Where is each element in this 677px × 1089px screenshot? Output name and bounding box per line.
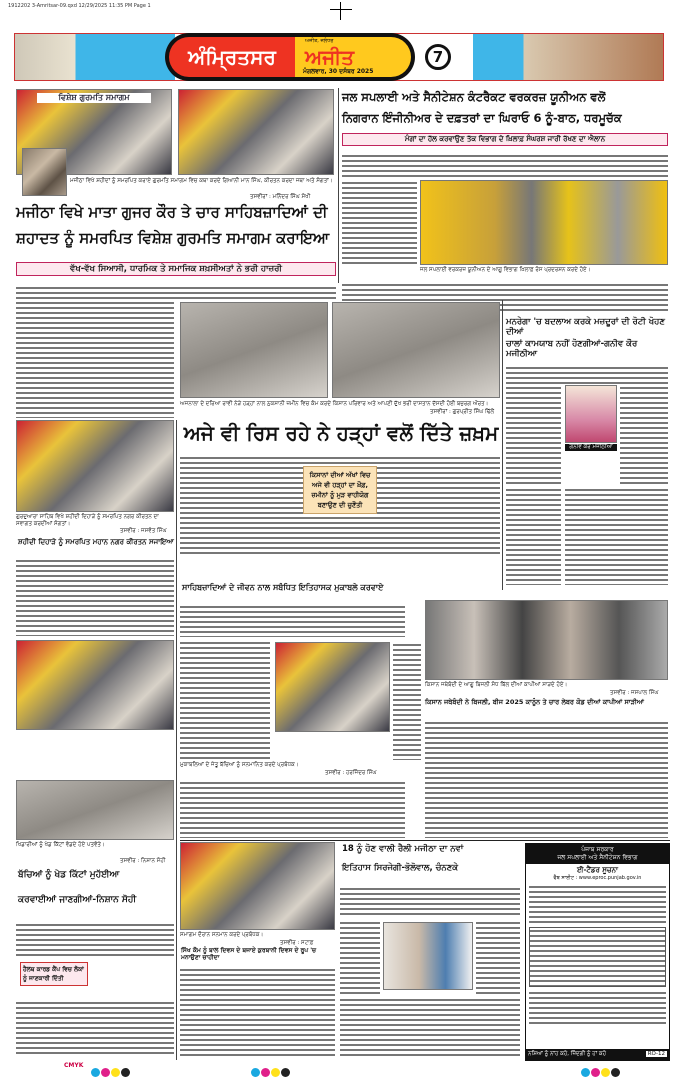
- yellow-dot: [111, 1068, 120, 1077]
- magenta-dot: [261, 1068, 270, 1077]
- story4-body: [620, 385, 668, 485]
- ad-header-line: ਜਲ ਸਪਲਾਈ ਅਤੇ ਸੈਨੀਟੇਸ਼ਨ ਵਿਭਾਗ: [557, 854, 638, 861]
- story8-box: ਹੈਲਥ ਕਾਰਡ ਕੈਂਪ ਵਿਚ ਲੋਕਾਂ ਨੂੰ ਜਾਣਕਾਰੀ ਦਿੱਤੀ: [20, 962, 88, 986]
- story6-credit: ਤਸਵੀਰ : ਹਰਜਿੰਦਰ ਸਿੰਘ: [325, 770, 377, 776]
- yellow-dot: [271, 1068, 280, 1077]
- story6-headline: ਸਾਹਿਬਜ਼ਾਦਿਆਂ ਦੇ ਜੀਵਨ ਨਾਲ ਸਬੰਧਿਤ ਇਤਿਹਾਸਕ ਮੁਕਾਬਲੇ ਕਰਵਾਏ: [182, 583, 384, 592]
- story9-body: [180, 967, 335, 1057]
- story6-body: [180, 780, 405, 838]
- black-dot: [281, 1068, 290, 1077]
- nagar-kirtan-photo: [16, 420, 174, 512]
- color-bar: [16, 1062, 666, 1072]
- cyan-dot: [251, 1068, 260, 1077]
- story8-body: [16, 1000, 174, 1057]
- leaders-photo: [383, 922, 473, 990]
- story6-caption: ਮੁਕਾਬਲਿਆਂ ਦੇ ਜੇਤੂ ਬੱਚਿਆਂ ਨੂੰ ਸਨਮਾਨਿਤ ਕਰਦੇ ਪ੍ਰਬੰਧਕ।: [180, 762, 299, 768]
- masthead-logo: [295, 33, 415, 81]
- story10-headline-2: ਇਤਿਹਾਸ ਸਿਰਜੇਗੀ-ਭੋਲੋਵਾਲ, ਚੰਨਣਕੇ: [342, 863, 459, 873]
- ganiv-kaur-photo: [565, 385, 617, 443]
- column-rule: [176, 420, 177, 1060]
- ad-body: [529, 990, 666, 1024]
- photo-label: ਗਨੀਵ ਕੌਰ ਮਜੀਠੀਆ: [565, 444, 617, 451]
- story8-headline-2: ਕਰਵਾਈਆਂ ਜਾਣਗੀਆਂ-ਨਿਸ਼ਾਨ ਸੋਹੀ: [18, 895, 137, 905]
- temple-photo: [473, 34, 663, 80]
- sports-ground-photo: [16, 780, 174, 840]
- registration-mark: [340, 2, 341, 20]
- print-slug: 1912202 3-Amritsar-09.qxd 12/29/2025 11:35 PM Page 1: [8, 3, 151, 9]
- ad-footer: [526, 1049, 669, 1060]
- story8-caption: ਖਿਡਾਰੀਆਂ ਨੂੰ ਖੇਡ ਕਿੱਟਾਂ ਵੰਡਦੇ ਹੋਏ ਪਤਵੰਤੇ।: [16, 842, 105, 848]
- story1-headline-1: ਮਜੀਠਾ ਵਿਖੇ ਮਾਤਾ ਗੁਜਰ ਕੌਰ ਤੇ ਚਾਰ ਸਾਹਿਬਜ਼ਾਦਿਆਂ ਦੀ: [16, 203, 328, 221]
- magenta-dot: [101, 1068, 110, 1077]
- ad-body: [529, 884, 666, 924]
- magenta-dot: [591, 1068, 600, 1077]
- story3-credit: ਤਸਵੀਰਾਂ : ਗੁਰਪ੍ਰੀਤ ਸਿੰਘ ਢਿੱਲੋਂ: [430, 409, 495, 415]
- story5-headline: ਸ਼ਹੀਦੀ ਦਿਹਾੜੇ ਨੂੰ ਸਮਰਪਿਤ ਮਹਾਨ ਨਗਰ ਕੀਰਤਨ ਸਜਾਇਆ: [18, 538, 174, 546]
- edition: ਅਜੀਤ, ਜਲੰਧਰ: [305, 38, 334, 44]
- story9-headline: ਸਿੱਖ ਕੌਮ ਨੂੰ ਬਾਲ ਦਿਵਸ ਦੇ ਬਜਾਏ ਕੁਰਬਾਨੀ ਦਿਵਸ ਦੇ ਰੂਪ 'ਚ ਮਨਾਉਣਾ ਚਾਹੀਦਾ: [181, 947, 317, 961]
- issue-date: ਮੰਗਲਵਾਰ, 30 ਦਸੰਬਰ 2025: [303, 68, 374, 75]
- black-dot: [121, 1068, 130, 1077]
- story5-caption: ਗੁਰਦੁਆਰਾ ਸਾਹਿਬ ਵਿਖੇ ਸ਼ਹੀਦੀ ਦਿਹਾੜੇ ਨੂੰ ਸਮਰਪਿਤ ਨਗਰ ਕੀਰਤਨ ਦਾ ਸਵਾਗਤ ਕਰਦੀਆਂ ਸੰਗਤਾਂ।: [16, 514, 159, 527]
- cmyk-label: CMYK: [64, 1062, 84, 1069]
- story2-headline-1: ਜਲ ਸਪਲਾਈ ਅਤੇ ਸੈਨੀਟੇਸ਼ਨ ਕੰਟਰੈਕਟ ਵਰਕਰਜ਼ ਯੂਨੀਅਨ ਵਲੋਂ: [342, 90, 606, 104]
- story8-credit: ਤਸਵੀਰ : ਨਿਸ਼ਾਨ ਸੋਹੀ: [120, 858, 166, 864]
- story1-headline-2: ਸ਼ਹਾਦਤ ਨੂੰ ਸਮਰਪਿਤ ਵਿਸ਼ੇਸ਼ ਗੁਰਮਤਿ ਸਮਾਗਮ ਕਰਾਇਆ: [16, 229, 330, 247]
- story4-body: [565, 487, 668, 585]
- story1-credit: ਤਸਵੀਰਾਂ : ਮਨਿੰਦਰ ਸਿੰਘ ਸੋਖੀ: [250, 194, 311, 200]
- story1-body: [16, 300, 174, 418]
- masthead-city: ਅੰਮ੍ਰਿਤਸਰ: [165, 33, 295, 81]
- yellow-dot: [601, 1068, 610, 1077]
- ceremony-photo: [180, 842, 335, 930]
- black-dot: [611, 1068, 620, 1077]
- story3-headline: ਅਜੇ ਵੀ ਰਿਸ ਰਹੇ ਨੇ ਹੜ੍ਹਾਂ ਵਲੋਂ ਦਿੱਤੇ ਜ਼ਖ਼ਮ: [183, 421, 499, 445]
- story4-headline-2: ਚਾਲਾਂ ਕਾਮਯਾਬ ਨਹੀਂ ਹੋਣਗੀਆਂ-ਗਨੀਵ ਕੌਰ ਮਜੀਠੀਆ: [506, 339, 638, 359]
- cyan-dot: [91, 1068, 100, 1077]
- story1-subhead: ਵੱਖ-ਵੱਖ ਸਿਆਸੀ, ਧਾਰਮਿਕ ਤੇ ਸਮਾਜਿਕ ਸ਼ਖ਼ਸੀਅਤਾਂ ਨੇ ਭਰੀ ਹਾਜ਼ਰੀ: [16, 262, 336, 276]
- column-rule: [338, 88, 339, 283]
- story2-headline-2: ਨਿਗਰਾਨ ਇੰਜੀਨੀਅਰ ਦੇ ਦਫ਼ਤਰਾਂ ਦਾ ਘਿਰਾਓ 6 ਨੂੰ-ਬਾਠ, ਧਰਮੂਚੱਕ: [342, 111, 622, 125]
- ad-header: [526, 844, 669, 864]
- story4-body: [506, 385, 561, 485]
- color-dots: [251, 1062, 291, 1081]
- story6-body: [180, 640, 270, 760]
- story10-headline-1: 18 ਨੂੰ ਹੋਣ ਵਾਲੀ ਰੈਲੀ ਮਜੀਠਾ ਦਾ ਨਵਾਂ: [342, 844, 464, 854]
- story10-body: [340, 920, 380, 995]
- story7-headline: ਕਿਸਾਨ ਜਥੇਬੰਦੀ ਨੇ ਬਿਜਲੀ, ਬੀਜ 2025 ਕਾਨੂੰਨ ਤੇ ਚਾਰ ਲੇਬਰ ਕੋਡ ਦੀਆਂ ਕਾਪੀਆਂ ਸਾੜੀਆਂ: [425, 698, 645, 706]
- story1-caption: ਮਜੀਠਾ ਵਿਖੇ ਸ਼ਹੀਦਾਂ ਨੂੰ ਸਮਰਪਿਤ ਕਰਾਏ ਗੁਰਮਤਿ ਸਮਾਗਮ ਵਿਚ ਕਥਾ ਕਰਦੇ ਗਿਆਨੀ ਮਾਨ ਸਿੰਘ, ਕੀਰਤਨ ਕਰਦਾ ਜਥਾ ਅਤੇ ਸੰਗਤਾਂ।: [70, 178, 333, 184]
- story3-caption: ਅਜਨਾਲਾ ਦੇ ਦਰਿਆ ਰਾਵੀ ਨੇੜੇ ਹੜ੍ਹਾਂ ਨਾਲ ਨੁਕਸਾਨੀ ਜ਼ਮੀਨ ਵਿਚ ਕੰਮ ਕਰਦੇ ਕਿਸਾਨ ਪਰਿਵਾਰ ਅਤੇ ਆਪਣੀ ਦੁੱਖ ਭਰੀ ਦਾਸਤਾਨ ਦੱਸਦੀ ਹੋਈ ਬਜ਼ੁਰਗ ਔਰਤ।: [180, 401, 489, 407]
- story5-body: [16, 558, 174, 636]
- story4-body: [506, 365, 668, 385]
- story9-credit: ਤਸਵੀਰ : ਸਟਾਫ਼: [280, 940, 314, 946]
- prize-ceremony-photo: [275, 642, 390, 732]
- story2-body: [342, 153, 668, 179]
- kit-distribution-photo: [16, 640, 174, 730]
- speaker-portrait: [22, 148, 67, 196]
- story8-body: [16, 922, 174, 957]
- story8-headline-1: ਬੱਚਿਆਂ ਨੂੰ ਖੇਡ ਕਿੱਟਾਂ ਮੁਹੱਈਆ: [18, 870, 120, 880]
- sangat-photo: [178, 89, 334, 175]
- banner-text: ਵਿਸ਼ੇਸ਼ ਗੁਰਮਤਿ ਸਮਾਗਮ: [37, 93, 151, 103]
- story7-credit: ਤਸਵੀਰ : ਜਸਪਾਲ ਸਿੰਘ: [610, 690, 659, 696]
- color-dots: [581, 1062, 621, 1081]
- story10-body: [476, 920, 520, 995]
- story3-pullquote: ਕਿਸਾਨਾਂ ਦੀਆਂ ਅੱਖਾਂ ਵਿਚ ਅਜੇ ਵੀ ਹੜ੍ਹਾਂ ਦਾ ਖ਼ੌਫ਼, ਜ਼ਮੀਨਾਂ ਨੂੰ ਮੁੜ ਵਾਹੀਯੋਗ ਬਣਾਉਣ ਦੀ ਚੁਣੌਤੀ: [303, 466, 377, 514]
- ad-footer-text: ਨਸ਼ਿਆਂ ਨੂੰ ਨਾਂਹ ਕਹੋ, ਜ਼ਿੰਦਗੀ ਨੂੰ ਹਾਂ ਕਹੋ: [528, 1051, 607, 1057]
- story5-credit: ਤਸਵੀਰ : ਜਸਵੰਤ ਸਿੰਘ: [120, 528, 167, 534]
- color-dots: [91, 1062, 131, 1081]
- story10-body: [340, 997, 520, 1057]
- story7-body: [425, 720, 668, 838]
- ad-title: ਈ-ਟੈਂਡਰ ਸੂਚਨਾ: [577, 866, 618, 874]
- ad-table: [529, 927, 666, 987]
- story1-body: [16, 285, 336, 300]
- story10-body: [340, 886, 520, 917]
- farmers-protest-photo: [425, 600, 668, 680]
- story2-body: [342, 180, 417, 265]
- story4-headline-1: ਮਨਰੇਗਾ 'ਚ ਬਦਲਾਅ ਕਰਕੇ ਮਜ਼ਦੂਰਾਂ ਦੀ ਰੋਟੀ ਖੋਹਣ ਦੀਆਂ: [506, 317, 665, 337]
- flood-field-photo: [180, 302, 328, 398]
- section-rule: [180, 840, 670, 841]
- page-number: 7: [425, 44, 451, 70]
- cyan-dot: [581, 1068, 590, 1077]
- story2-caption: ਜਲ ਸਪਲਾਈ ਵਰਕਰਜ਼ ਯੂਨੀਅਨ ਦੇ ਆਗੂ ਵਿਭਾਗ ਖ਼ਿਲਾਫ਼ ਰੋਸ ਪ੍ਰਦਰਸ਼ਨ ਕਰਦੇ ਹੋਏ।: [420, 267, 591, 273]
- elderly-woman-photo: [332, 302, 500, 398]
- tender-advertisement: [525, 843, 670, 1061]
- story2-subhead: ਮੰਗਾਂ ਦਾ ਹੱਲ ਕਰਵਾਉਣ ਤੱਕ ਵਿਭਾਗ ਦੇ ਖ਼ਿਲਾਫ਼ ਸੰਘਰਸ਼ ਜਾਰੀ ਰੱਖਣ ਦਾ ਐਲਾਨ: [342, 133, 668, 146]
- ad-website: ਵੈੱਬ ਸਾਈਟ : www.eproc.punjab.gov.in: [553, 875, 642, 881]
- story4-body: [506, 487, 561, 585]
- story6-body: [393, 642, 421, 760]
- column-rule: [502, 300, 503, 590]
- paper-name: ਅਜੀਤ: [305, 45, 355, 69]
- protest-photo: [420, 180, 668, 265]
- masthead: [14, 33, 664, 81]
- story6-body: [180, 604, 405, 637]
- story7-caption: ਕਿਸਾਨ ਜਥੇਬੰਦੀ ਦੇ ਆਗੂ ਬਿਜਲੀ ਸੋਧ ਬਿੱਲ ਦੀਆਂ ਕਾਪੀਆਂ ਸਾੜਦੇ ਹੋਏ।: [425, 682, 568, 688]
- ad-code: RO-12: [647, 1051, 665, 1057]
- story9-caption: ਸਮਾਗਮ ਦੌਰਾਨ ਸਨਮਾਨ ਕਰਦੇ ਪ੍ਰਬੰਧਕ।: [180, 932, 264, 938]
- registration-mark: [330, 9, 352, 10]
- ad-header-line: ਪੰਜਾਬ ਸਰਕਾਰ: [581, 846, 614, 853]
